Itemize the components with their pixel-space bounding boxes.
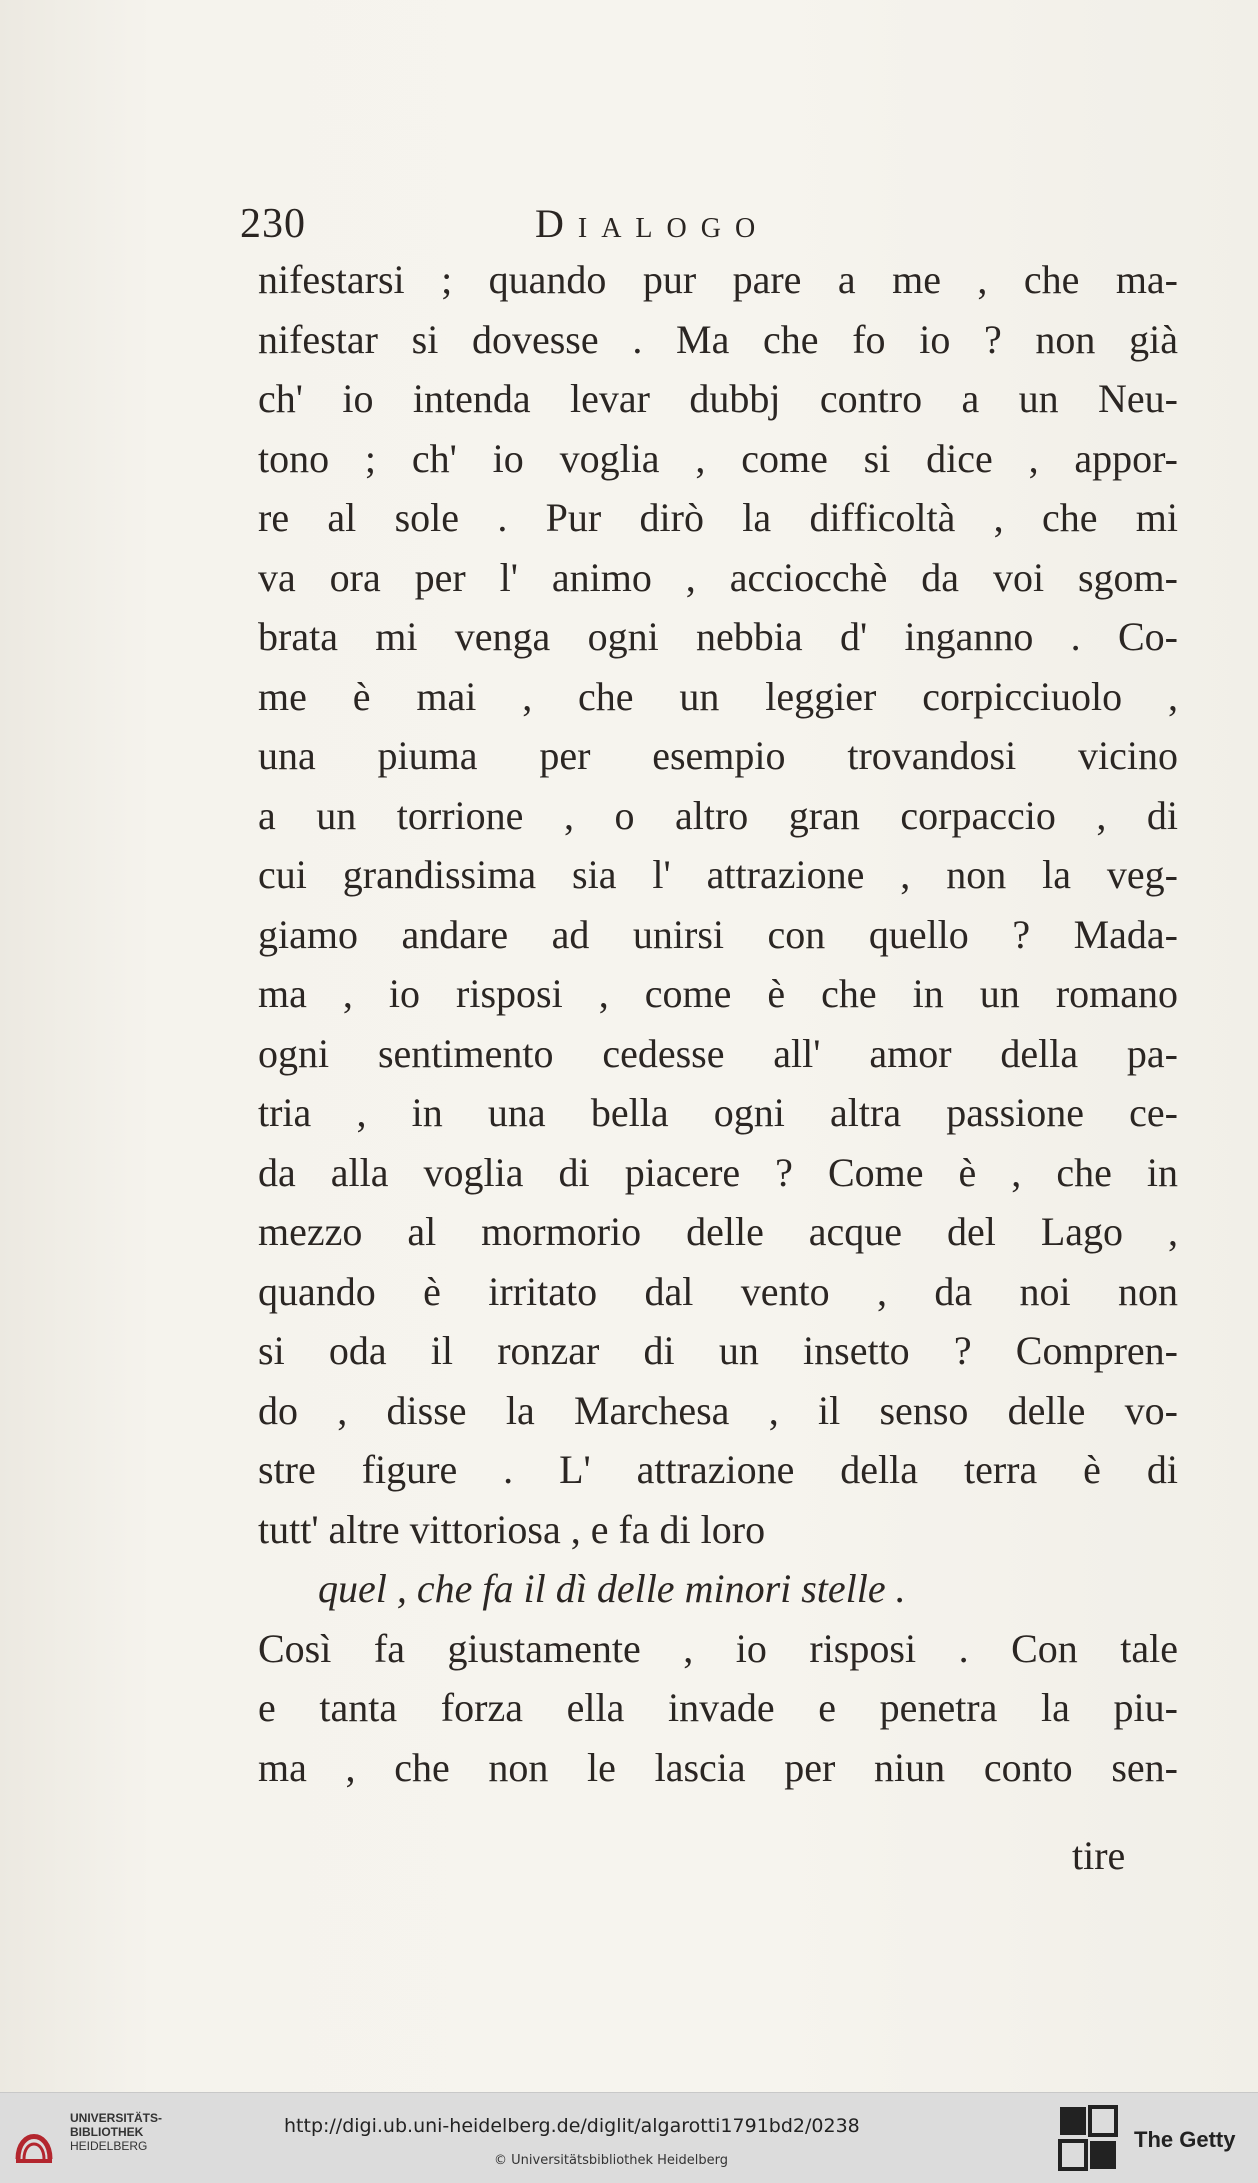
text-line: me è mai , che un leggier corpicciuolo , (258, 673, 1178, 719)
text-line: Così fa giustamente , io risposi . Con tale (258, 1625, 1178, 1671)
catchword: tire (1072, 1833, 1126, 1878)
text-line: mezzo al mormorio delle acque del Lago , (258, 1209, 1178, 1254)
university-library-logo-icon (10, 2109, 58, 2169)
library-name-line: HEIDELBERG (70, 2139, 148, 2153)
text-line: ogni sentimento cedesse all' amor della pa- (258, 1030, 1178, 1076)
text-line: da alla voglia di piacere ? Come è , che in (258, 1149, 1178, 1195)
getty-logo-icon (1058, 2105, 1118, 2171)
text-line: tutt' altre vittoriosa , e fa di loro (258, 1506, 766, 1552)
text-line: tono ; ch' io voglia , come si dice , appor- (258, 435, 1178, 481)
text-line: ma , io risposi , come è che in un romano (258, 971, 1178, 1016)
viewer-footer (0, 2092, 1258, 2183)
text-line: brata mi venga ogni nebbia d' inganno . Co- (258, 614, 1178, 659)
text-line: e tanta forza ella invade e penetra la piu- (258, 1685, 1178, 1730)
text-line: giamo andare ad unirsi con quello ? Mada- (258, 911, 1178, 957)
permalink[interactable]: http://digi.ub.uni-heidelberg.de/diglit/algarotti1791bd2/0238 (284, 2115, 860, 2137)
text-line: re al sole . Pur dirò la difficoltà , che mi (258, 495, 1178, 540)
library-name (70, 2111, 162, 2153)
text-line: quando è irritato dal vento , da noi non (258, 1268, 1178, 1314)
text-line: ma , che non le lascia per niun conto sen- (258, 1744, 1178, 1790)
verse-quote: quel , che fa il dì delle minori stelle . (318, 1566, 906, 1611)
text-line: cui grandissima sia l' attrazione , non la veg- (258, 852, 1178, 897)
library-name-line: UNIVERSITÄTS- (70, 2111, 163, 2125)
text-line: stre figure . L' attrazione della terra è di (258, 1447, 1178, 1492)
body-text (258, 250, 1178, 1797)
text-line: si oda il ronzar di un insetto ? Compren- (258, 1328, 1178, 1373)
text-line: do , disse la Marchesa , il senso delle vo- (258, 1387, 1178, 1433)
text-line: ch' io intenda levar dubbj contro a un Neu- (258, 376, 1178, 421)
library-name-line: BIBLIOTHEK (70, 2125, 144, 2139)
text-line: va ora per l' animo , acciocchè da voi sgom- (258, 554, 1178, 600)
text-line: una piuma per esempio trovandosi vicino (258, 733, 1178, 778)
running-title: Dialogo (535, 201, 770, 246)
text-line: tria , in una bella ogni altra passione ce- (258, 1090, 1178, 1135)
text-line: nifestarsi ; quando pur pare a me , che ma- (258, 257, 1178, 302)
text-line: a un torrione , o altro gran corpaccio , di (258, 792, 1178, 838)
page-number: 230 (240, 201, 306, 247)
partner-name: The Getty (1134, 2127, 1236, 2152)
page-header (240, 200, 880, 250)
text-line: nifestar si dovesse . Ma che fo io ? non già (258, 316, 1178, 362)
copyright-notice: © Universitätsbibliothek Heidelberg (494, 2153, 729, 2168)
